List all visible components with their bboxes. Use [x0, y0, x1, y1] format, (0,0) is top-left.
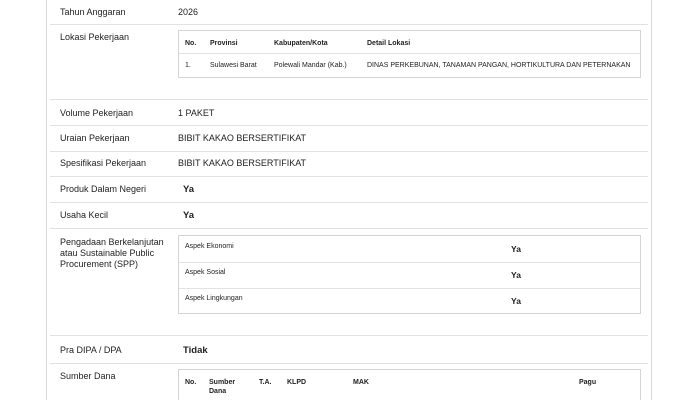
row-divider	[50, 363, 648, 364]
spp-label-line: atau Sustainable Public	[60, 248, 155, 258]
spp-label-line: Procurement (SPP)	[60, 259, 139, 269]
pra-dipa-label: Pra DIPA / DPA	[60, 345, 122, 355]
aspek-lingkungan-label: Aspek Lingkungan	[185, 295, 243, 302]
sumber-dana-header-pagu: Pagu	[579, 379, 597, 386]
sumber-dana-label: Sumber Dana	[60, 371, 116, 381]
tahun-anggaran-value: 2026	[178, 7, 199, 17]
row-divider	[50, 202, 648, 203]
volume-pekerjaan-label: Volume Pekerjaan	[60, 108, 134, 118]
sumber-dana-header-klpd: KLPD	[287, 379, 307, 386]
row-divider	[50, 151, 648, 152]
row-divider	[50, 24, 648, 25]
aspek-ekonomi-label: Aspek Ekonomi	[185, 243, 234, 250]
aspek-ekonomi-value: Ya	[511, 244, 521, 254]
usaha-kecil-label: Usaha Kecil	[60, 210, 109, 220]
lokasi-header-kabupaten: Kabupaten/Kota	[274, 40, 328, 47]
lokasi-row-provinsi: Sulawesi Barat	[210, 62, 257, 69]
row-divider	[50, 125, 648, 126]
produk-dalam-negeri-label: Produk Dalam Negeri	[60, 184, 147, 194]
aspek-sosial-label: Aspek Sosial	[185, 269, 226, 276]
lokasi-header-provinsi: Provinsi	[210, 40, 238, 47]
tahun-anggaran-label: Tahun Anggaran	[60, 7, 126, 17]
aspek-lingkungan-value: Ya	[511, 296, 521, 306]
lokasi-header-no: No.	[185, 40, 197, 47]
sumber-dana-header-no: No.	[185, 379, 197, 386]
sumber-dana-header-sumber: Sumber Dana	[209, 379, 236, 395]
lokasi-header-detail: Detail Lokasi	[367, 40, 411, 47]
sumber-dana-table	[178, 369, 641, 400]
lokasi-row-kabupaten: Polewali Mandar (Kab.)	[274, 62, 347, 69]
spp-label-line: Pengadaan Berkelanjutan	[60, 237, 164, 247]
row-divider	[50, 99, 648, 100]
row-divider	[50, 335, 648, 336]
lokasi-row-detail: DINAS PERKEBUNAN, TANAMAN PANGAN, HORTIKULTURA DAN PETERNAKAN	[367, 62, 631, 69]
spp-label	[60, 237, 164, 270]
spesifikasi-pekerjaan-value: BIBIT KAKAO BERSERTIFIKAT	[178, 158, 307, 168]
lokasi-row-no: 1.	[185, 62, 191, 69]
uraian-pekerjaan-label: Uraian Pekerjaan	[60, 133, 130, 143]
aspek-sosial-value: Ya	[511, 270, 521, 280]
pra-dipa-value: Tidak	[183, 345, 208, 356]
row-divider	[50, 228, 648, 229]
uraian-pekerjaan-value: BIBIT KAKAO BERSERTIFIKAT	[178, 133, 307, 143]
usaha-kecil-value: Ya	[183, 210, 195, 221]
volume-pekerjaan-value: 1 PAKET	[178, 108, 215, 118]
row-divider	[50, 176, 648, 177]
produk-dalam-negeri-value: Ya	[183, 184, 195, 195]
lokasi-table	[178, 30, 641, 78]
spesifikasi-pekerjaan-label: Spesifikasi Pekerjaan	[60, 158, 147, 168]
lokasi-pekerjaan-label: Lokasi Pekerjaan	[60, 32, 130, 42]
sumber-dana-header-ta: T.A.	[259, 379, 272, 386]
sumber-dana-header-mak: MAK	[353, 379, 369, 386]
spp-aspects-table	[178, 235, 641, 314]
